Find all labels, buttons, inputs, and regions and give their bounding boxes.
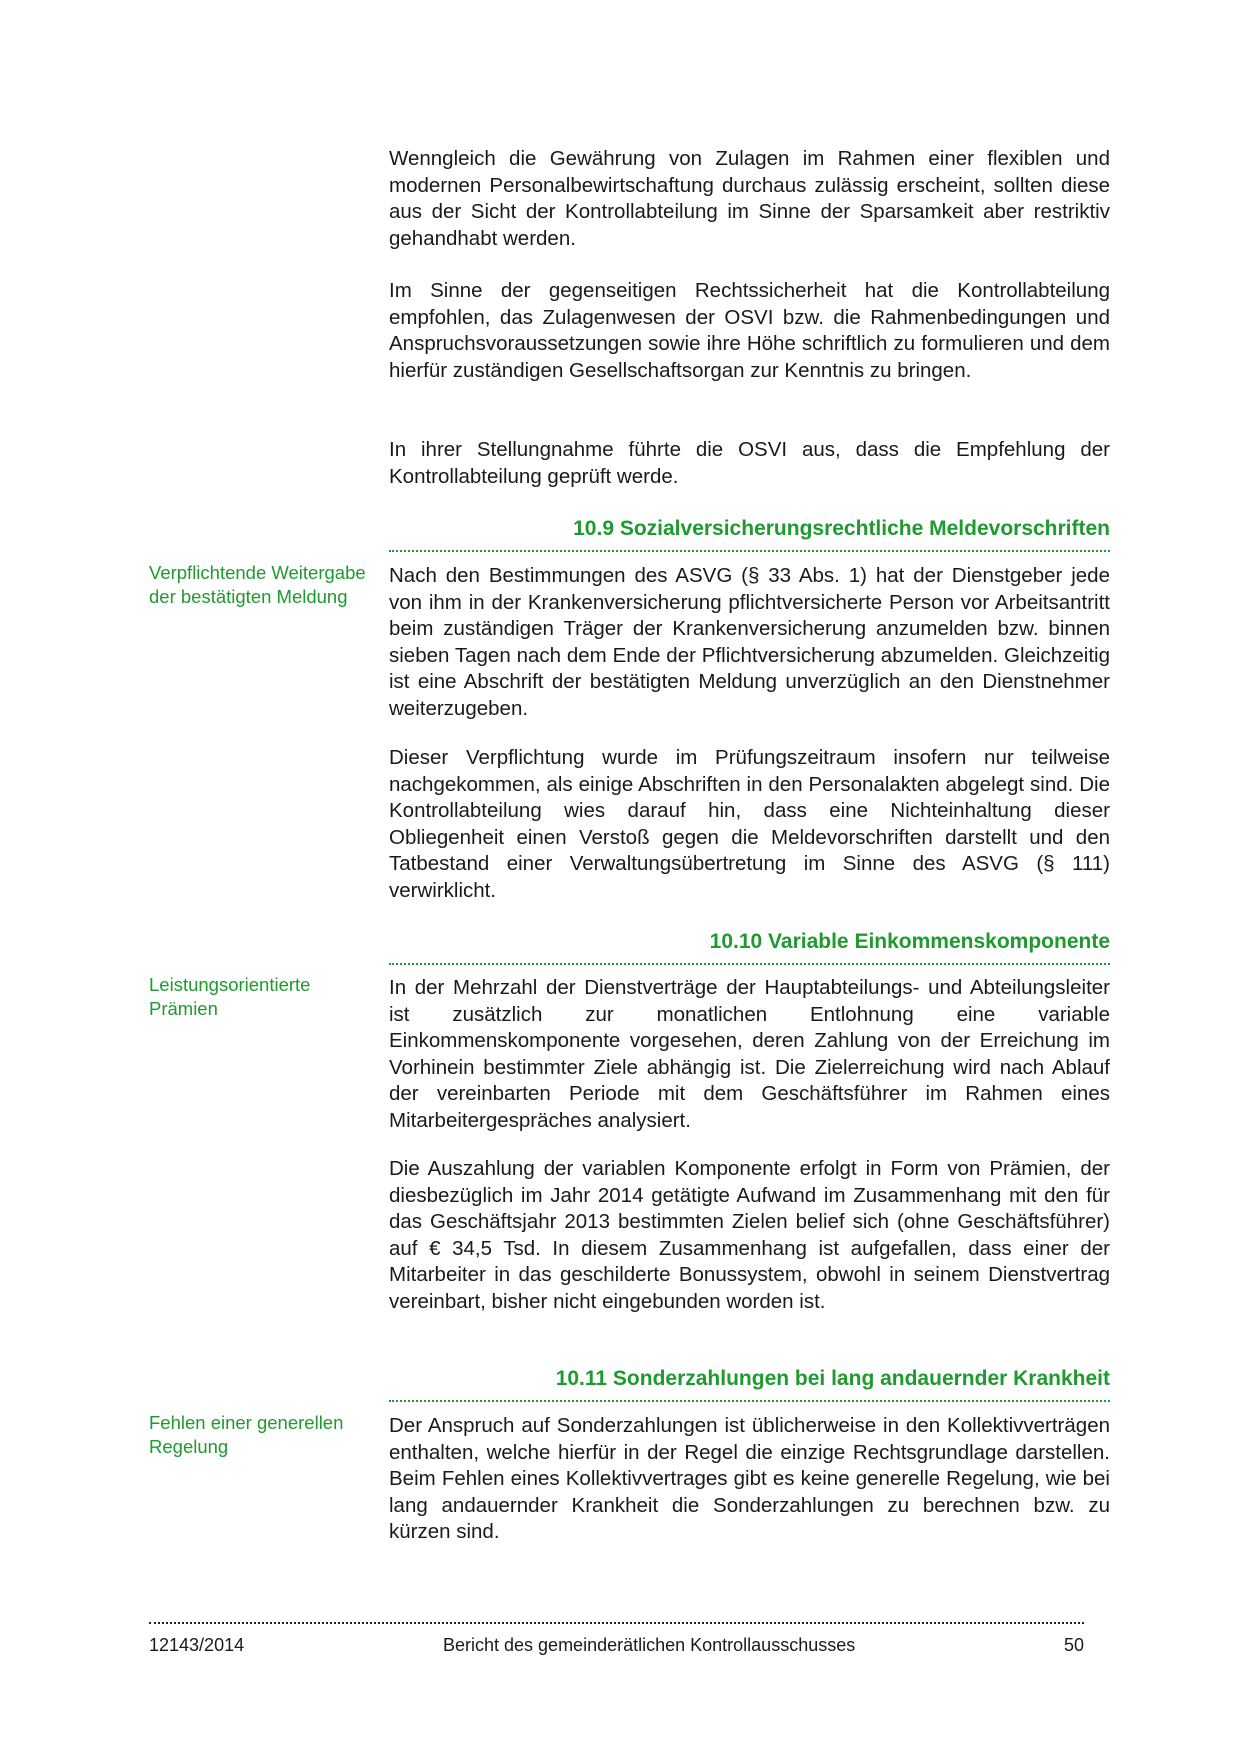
margin-note: Verpflichtende Weitergabe der bestätigten Meldung — [149, 562, 366, 607]
section-heading-10-11: 10.11 Sonderzahlungen bei lang andauernder Krankheit — [389, 1366, 1110, 1402]
body-paragraph: Dieser Verpflichtung wurde im Prüfungszeitraum insofern nur teilweise nachgekommen, als einige Abschriften in den Personalakten abgelegt sind. Die Kontrollabteilung wies darauf hin, dass eine Nichteinhaltung dieser Obliegenheit einen Verstoß gegen die Meldevorschriften darstellt und den Tatbestand einer Verwaltungsübertretung im Sinne des ASVG (§ 111) verwirklicht. — [389, 746, 1110, 902]
margin-note: Leistungsorientierte Prämien — [149, 974, 311, 1019]
body-paragraph: In der Mehrzahl der Dienstverträge der Hauptabteilungs- und Abteilungsleiter ist zusätzlich zur monatlichen Entlohnung eine variable Einkommenskomponente vorgesehen, deren Zahlung von der Erreichung im Vorhinein bestimmter Ziele abhängig ist. Die Zielerreichung wird nach Ablauf der vereinbarten Periode mit dem Geschäftsführer im Rahmen eines Mitarbeitergespräches analysiert. — [389, 976, 1110, 1132]
body-paragraph: Wenngleich die Gewährung von Zulagen im Rahmen einer flexiblen und modernen Personalbewirtschaftung durchaus zulässig erscheint, sollten diese aus der Sicht der Kontrollabteilung im Sinne der Sparsamkeit aber restriktiv gehandhabt werden. — [389, 147, 1110, 250]
margin-note: Fehlen einer generellen Regelung — [149, 1412, 344, 1457]
body-paragraph: Nach den Bestimmungen des ASVG (§ 33 Abs. 1) hat der Dienstgeber jede von ihm in der Krankenversicherung pflichtversicherte Person vor Arbeitsantritt beim zuständigen Träger der Krankenversicherung anzumelden bzw. binnen sieben Tagen nach dem Ende der Pflichtversicherung abzumelden. Gleichzeitig ist eine Abschrift der bestätigten Meldung unverzüglich an den Dienstnehmer weiterzugeben. — [389, 564, 1110, 720]
body-paragraph: In ihrer Stellungnahme führte die OSVI aus, dass die Empfehlung der Kontrollabteilung geprüft werde. — [389, 438, 1110, 488]
body-paragraph: Die Auszahlung der variablen Komponente erfolgt in Form von Prämien, der diesbezüglich im Jahr 2014 getätigte Aufwand im Zusammenhang mit den für das Geschäftsjahr 2013 bestimmten Zielen belief sich (ohne Geschäftsführer) auf € 34,5 Tsd. In diesem Zusammenhang ist aufgefallen, dass einer der Mitarbeiter in das geschilderte Bonussystem, obwohl in seinem Dienstvertrag vereinbart, bisher nicht eingebunden worden ist. — [389, 1157, 1110, 1313]
footer-reference: 12143/2014 — [149, 1635, 245, 1655]
section-heading-10-9: 10.9 Sozialversicherungsrechtliche Meldevorschriften — [389, 516, 1110, 552]
page-number: 50 — [1064, 1635, 1085, 1655]
footer-divider — [149, 1622, 1084, 1624]
body-paragraph: Der Anspruch auf Sonderzahlungen ist üblicherweise in den Kollektivverträgen enthalten, welche hierfür in der Regel die einzige Rechtsgrundlage darstellen. Beim Fehlen eines Kollektivvertrages gibt es keine generelle Regelung, wie bei lang andauernder Krankheit die Sonderzahlungen zu berechnen bzw. zu kürzen sind. — [389, 1414, 1110, 1543]
section-heading-10-10: 10.10 Variable Einkommenskomponente — [389, 929, 1110, 965]
body-paragraph: Im Sinne der gegenseitigen Rechtssicherheit hat die Kontrollabteilung empfohlen, das Zulagenwesen der OSVI bzw. die Rahmenbedingungen und Anspruchsvoraussetzungen sowie ihre Höhe schriftlich zu formulieren und dem hierfür zuständigen Gesellschaftsorgan zur Kenntnis zu bringen. — [389, 279, 1110, 382]
footer-title: Bericht des gemeinderätlichen Kontrollausschusses — [443, 1635, 856, 1655]
